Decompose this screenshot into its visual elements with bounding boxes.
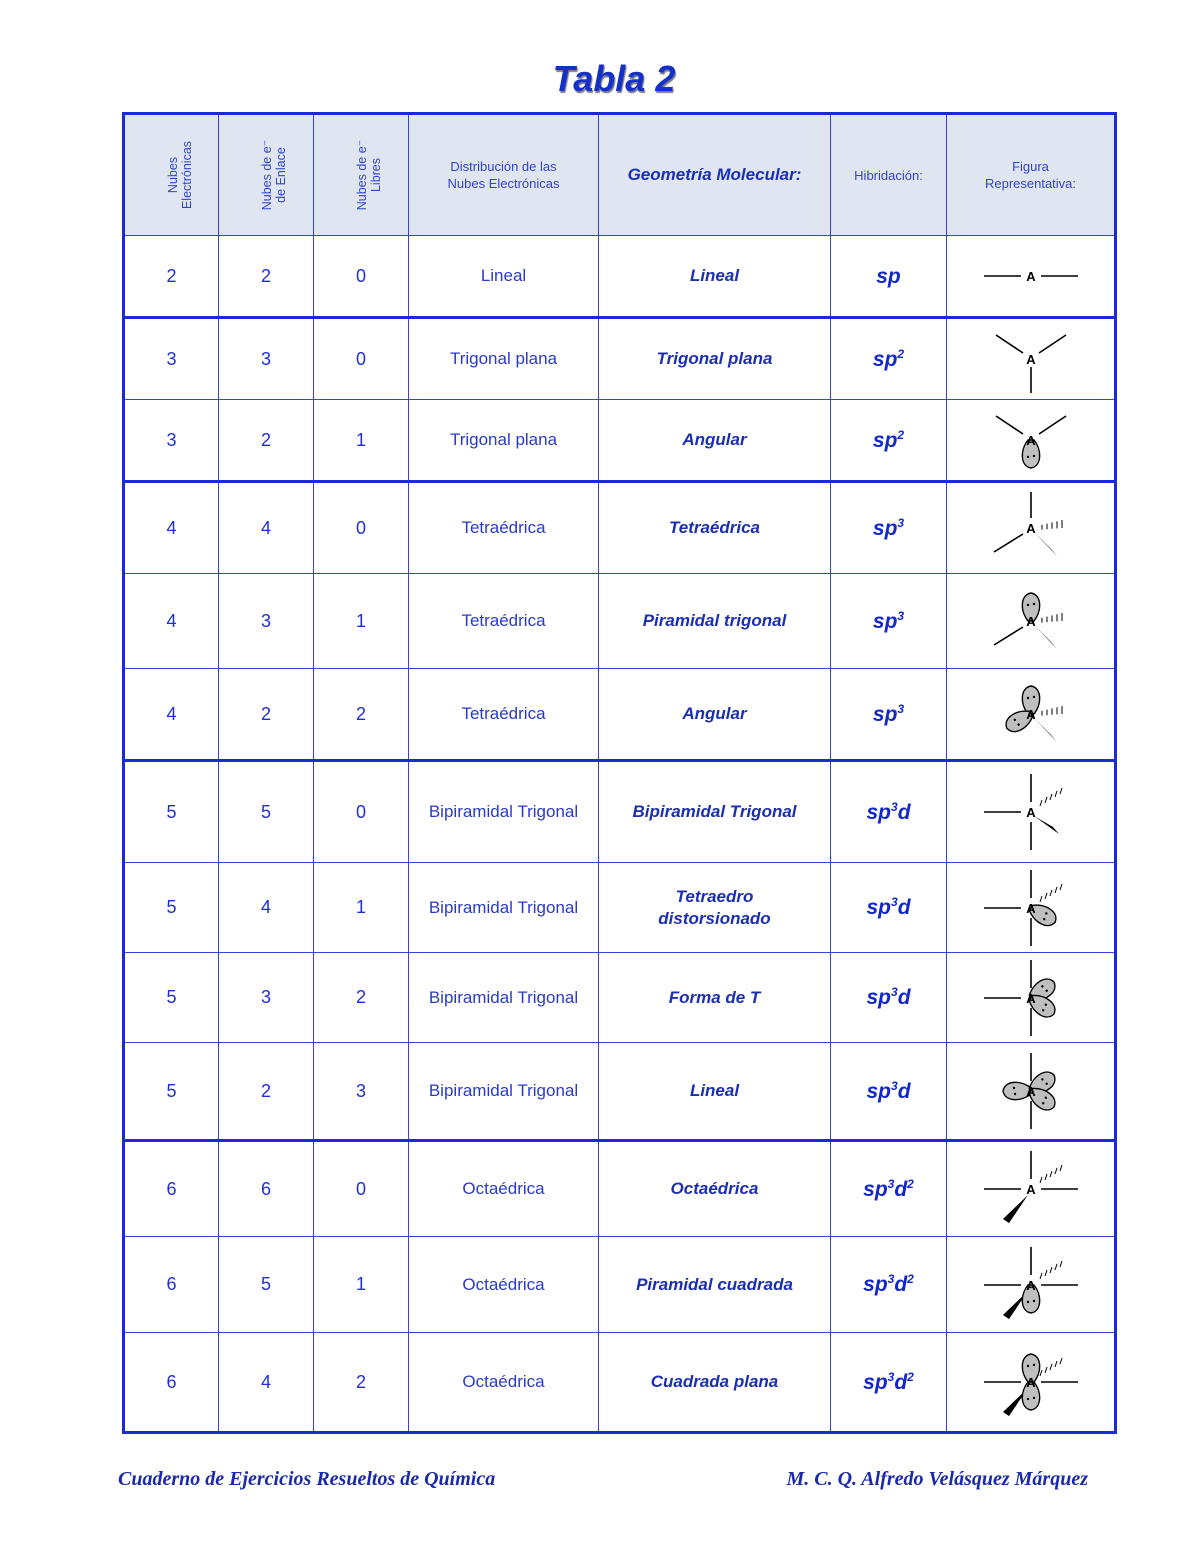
molecule-figure	[976, 581, 1086, 661]
table-row	[124, 1141, 1116, 1237]
molecule-figure	[976, 488, 1086, 568]
cell-geometry: Cuadrada plana	[599, 1333, 831, 1433]
hybridization-sup: 3	[897, 701, 905, 716]
cell-hybridization	[831, 318, 947, 400]
cell-figure	[947, 482, 1116, 574]
cell-bonding-clouds: 4	[219, 1333, 314, 1433]
cell-figure	[947, 863, 1116, 953]
cell-bonding-clouds: 2	[219, 236, 314, 318]
cell-distribution: Bipiramidal Trigonal	[409, 953, 599, 1043]
cell-hybridization	[831, 669, 947, 761]
cell-distribution: Octaédrica	[409, 1333, 599, 1433]
geometry-table	[122, 112, 1117, 1434]
molecule-figure	[976, 236, 1086, 316]
cell-figure	[947, 669, 1116, 761]
svg-text:A: A	[1025, 269, 1036, 284]
cell-electron-clouds: 2	[124, 236, 219, 318]
header-distribution: Distribución de las Nubes Electrónicas	[409, 114, 599, 236]
hybridization-sup: 3	[891, 895, 898, 909]
cell-figure	[947, 574, 1116, 669]
cell-geometry: Angular	[599, 669, 831, 761]
hybridization-d: d	[897, 896, 911, 919]
cell-lone-clouds: 0	[314, 1141, 409, 1237]
svg-text:A: A	[1025, 1182, 1036, 1197]
header-geometry: Geometría Molecular:	[599, 114, 831, 236]
hybridization-sup: 3	[897, 515, 905, 530]
hybridization-base: sp	[876, 264, 901, 288]
cell-bonding-clouds: 3	[219, 953, 314, 1043]
cell-bonding-clouds: 2	[219, 400, 314, 482]
cell-electron-clouds: 5	[124, 863, 219, 953]
cell-geometry: Forma de T	[599, 953, 831, 1043]
cell-hybridization	[831, 482, 947, 574]
hybridization-base: sp	[863, 1273, 888, 1296]
molecule-figure	[976, 868, 1086, 948]
cell-hybridization	[831, 1237, 947, 1333]
hybridization-base: sp	[866, 800, 891, 824]
svg-text:A: A	[1025, 990, 1036, 1006]
svg-text:A: A	[1025, 900, 1036, 916]
table-row	[124, 761, 1116, 863]
cell-geometry: Trigonal plana	[599, 318, 831, 400]
table-row	[124, 236, 1116, 318]
hybridization-sup2: 2	[907, 1272, 914, 1286]
cell-bonding-clouds: 5	[219, 1237, 314, 1333]
cell-hybridization	[831, 953, 947, 1043]
table-row	[124, 1237, 1116, 1333]
hybridization-base: sp	[866, 896, 891, 919]
cell-electron-clouds: 5	[124, 953, 219, 1043]
svg-text:A: A	[1025, 1277, 1036, 1293]
cell-bonding-clouds: 4	[219, 863, 314, 953]
svg-text:A: A	[1025, 805, 1036, 820]
cell-figure	[947, 400, 1116, 482]
table-row	[124, 574, 1116, 669]
svg-text:A: A	[1025, 352, 1036, 367]
cell-lone-clouds: 0	[314, 761, 409, 863]
cell-distribution: Lineal	[409, 236, 599, 318]
cell-lone-clouds: 2	[314, 669, 409, 761]
cell-figure	[947, 236, 1116, 318]
cell-distribution: Bipiramidal Trigonal	[409, 761, 599, 863]
molecule-figure	[976, 1342, 1086, 1422]
hybridization-sup: 3	[887, 1272, 895, 1286]
table-row	[124, 482, 1116, 574]
cell-distribution: Octaédrica	[409, 1141, 599, 1237]
cell-hybridization	[831, 1043, 947, 1141]
cell-electron-clouds: 5	[124, 1043, 219, 1141]
table-row	[124, 400, 1116, 482]
hybridization-d: d	[897, 800, 911, 824]
hybridization-d: d	[894, 1177, 908, 1201]
molecule-figure	[976, 1051, 1086, 1131]
cell-bonding-clouds: 2	[219, 1043, 314, 1141]
cell-lone-clouds: 1	[314, 574, 409, 669]
header-electron-clouds: Nubes Electrónicas	[124, 114, 219, 236]
cell-distribution: Bipiramidal Trigonal	[409, 1043, 599, 1141]
molecule-figure	[976, 958, 1086, 1038]
hybridization-base: sp	[866, 1079, 891, 1103]
cell-geometry: Piramidal cuadrada	[599, 1237, 831, 1333]
molecule-figure	[976, 400, 1086, 480]
cell-distribution: Tetraédrica	[409, 574, 599, 669]
cell-figure	[947, 318, 1116, 400]
hybridization-base: sp	[872, 516, 898, 540]
table-row	[124, 1043, 1116, 1141]
header-lone-clouds: Nubes de e⁻ Libres	[314, 114, 409, 236]
hybridization-sup2: 2	[907, 1176, 914, 1191]
table-row	[124, 863, 1116, 953]
cell-hybridization	[831, 400, 947, 482]
cell-lone-clouds: 0	[314, 236, 409, 318]
header-bonding-clouds: Nubes de e⁻ de Enlace	[219, 114, 314, 236]
cell-bonding-clouds: 2	[219, 669, 314, 761]
svg-text:A: A	[1025, 1084, 1036, 1099]
cell-hybridization	[831, 863, 947, 953]
cell-distribution: Octaédrica	[409, 1237, 599, 1333]
hybridization-base: sp	[872, 609, 898, 633]
cell-bonding-clouds: 4	[219, 482, 314, 574]
cell-lone-clouds: 1	[314, 1237, 409, 1333]
header-hybridization: Hibridación:	[831, 114, 947, 236]
cell-electron-clouds: 3	[124, 318, 219, 400]
cell-geometry: Lineal	[599, 236, 831, 318]
cell-distribution: Trigonal plana	[409, 318, 599, 400]
cell-geometry: Piramidal trigonal	[599, 574, 831, 669]
page-title: Tabla 2	[552, 58, 676, 99]
hybridization-d: d	[894, 1273, 908, 1296]
hybridization-base: sp	[863, 1177, 888, 1201]
cell-hybridization	[831, 1333, 947, 1433]
hybridization-sup: 3	[887, 1176, 895, 1191]
footer-left: Cuaderno de Ejercicios Resueltos de Química	[118, 1468, 496, 1490]
table-row	[124, 318, 1116, 400]
hybridization-sup: 3	[891, 985, 898, 999]
svg-text:A: A	[1025, 614, 1036, 629]
hybridization-sup: 2	[897, 427, 905, 442]
molecule-figure	[976, 674, 1086, 754]
cell-distribution: Tetraédrica	[409, 669, 599, 761]
molecule-figure	[976, 1149, 1086, 1229]
hybridization-base: sp	[872, 428, 898, 452]
cell-electron-clouds: 6	[124, 1141, 219, 1237]
cell-hybridization	[831, 236, 947, 318]
hybridization-sup: 3	[887, 1369, 895, 1384]
table-header-row	[124, 114, 1116, 236]
cell-bonding-clouds: 6	[219, 1141, 314, 1237]
cell-geometry: Bipiramidal Trigonal	[599, 761, 831, 863]
cell-electron-clouds: 5	[124, 761, 219, 863]
hybridization-sup: 2	[897, 346, 905, 361]
cell-lone-clouds: 1	[314, 863, 409, 953]
svg-text:A: A	[1025, 1375, 1036, 1390]
table-row	[124, 1333, 1116, 1433]
cell-hybridization	[831, 761, 947, 863]
cell-hybridization	[831, 574, 947, 669]
cell-lone-clouds: 3	[314, 1043, 409, 1141]
cell-figure	[947, 761, 1116, 863]
footer-right: M. C. Q. Alfredo Velásquez Márquez	[786, 1468, 1088, 1490]
cell-lone-clouds: 1	[314, 400, 409, 482]
cell-figure	[947, 1333, 1116, 1433]
cell-figure	[947, 1237, 1116, 1333]
cell-geometry: Tetraedro distorsionado	[599, 863, 831, 953]
cell-electron-clouds: 6	[124, 1237, 219, 1333]
cell-bonding-clouds: 5	[219, 761, 314, 863]
cell-electron-clouds: 6	[124, 1333, 219, 1433]
cell-distribution: Tetraédrica	[409, 482, 599, 574]
hybridization-base: sp	[866, 986, 891, 1009]
cell-lone-clouds: 2	[314, 1333, 409, 1433]
hybridization-sup: 3	[897, 608, 905, 623]
molecule-figure	[976, 319, 1086, 399]
cell-electron-clouds: 4	[124, 482, 219, 574]
hybridization-sup2: 2	[907, 1369, 914, 1384]
cell-geometry: Angular	[599, 400, 831, 482]
molecule-figure	[976, 772, 1086, 852]
hybridization-d: d	[897, 1079, 911, 1103]
cell-bonding-clouds: 3	[219, 318, 314, 400]
hybridization-base: sp	[863, 1370, 888, 1394]
svg-text:A: A	[1025, 433, 1036, 448]
cell-electron-clouds: 4	[124, 574, 219, 669]
cell-electron-clouds: 3	[124, 400, 219, 482]
cell-geometry: Octaédrica	[599, 1141, 831, 1237]
cell-electron-clouds: 4	[124, 669, 219, 761]
header-figure: Figura Representativa:	[947, 114, 1116, 236]
svg-text:A: A	[1025, 707, 1036, 722]
cell-lone-clouds: 0	[314, 318, 409, 400]
cell-distribution: Trigonal plana	[409, 400, 599, 482]
cell-distribution: Bipiramidal Trigonal	[409, 863, 599, 953]
hybridization-d: d	[894, 1370, 908, 1394]
hybridization-base: sp	[872, 702, 898, 726]
cell-figure	[947, 1141, 1116, 1237]
cell-figure	[947, 1043, 1116, 1141]
hybridization-d: d	[897, 986, 911, 1009]
hybridization-sup: 3	[891, 799, 898, 814]
hybridization-base: sp	[872, 347, 898, 371]
svg-text:A: A	[1025, 521, 1036, 536]
cell-lone-clouds: 2	[314, 953, 409, 1043]
molecule-figure	[976, 1245, 1086, 1325]
cell-figure	[947, 953, 1116, 1043]
table-row	[124, 669, 1116, 761]
cell-geometry: Tetraédrica	[599, 482, 831, 574]
cell-hybridization	[831, 1141, 947, 1237]
table-row	[124, 953, 1116, 1043]
hybridization-sup: 3	[891, 1078, 898, 1093]
cell-lone-clouds: 0	[314, 482, 409, 574]
cell-bonding-clouds: 3	[219, 574, 314, 669]
cell-geometry: Lineal	[599, 1043, 831, 1141]
